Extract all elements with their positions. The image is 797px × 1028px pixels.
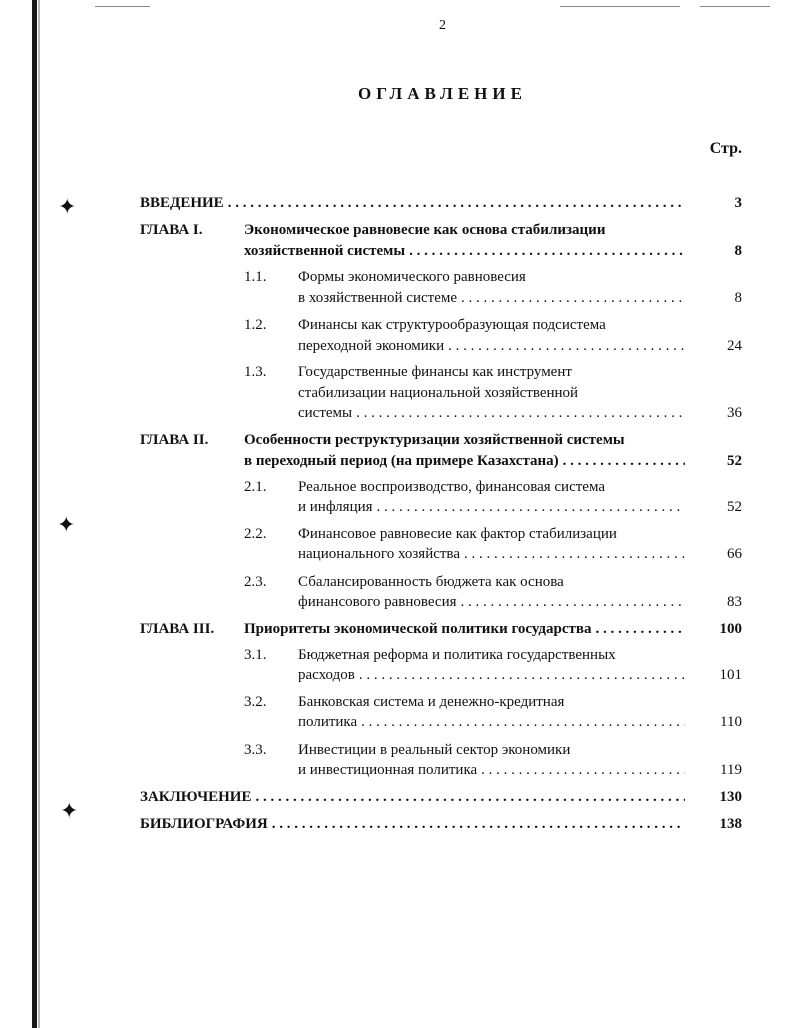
chapter-title-cont[interactable]: [244, 241, 685, 262]
leader-dots: [377, 497, 685, 518]
section-number: 3.3.: [244, 742, 267, 758]
section-title-cont[interactable]: [298, 497, 685, 518]
section-title-cont[interactable]: стабилизации национальной хозяйственной: [298, 385, 579, 401]
toc-label: и инфляция: [298, 499, 373, 515]
toc-label: БИБЛИОГРАФИЯ: [140, 816, 268, 832]
chapter-label: ГЛАВА I.: [140, 222, 203, 238]
toc-page: 52: [727, 453, 742, 469]
toc-page: 130: [719, 789, 742, 805]
section-number: 3.1.: [244, 647, 267, 663]
leader-dots: [596, 619, 686, 640]
toc-label: и инвестиционная политика: [298, 762, 478, 778]
section-title[interactable]: Финансы как структурообразующая подсистема: [298, 317, 606, 333]
pages-column-header: Стр.: [709, 140, 742, 157]
toc-page: 24: [727, 338, 742, 354]
section-title-cont[interactable]: [298, 712, 685, 733]
toc-label: ЗАКЛЮЧЕНИЕ: [140, 789, 252, 805]
leader-dots: [461, 288, 685, 309]
toc-page: 8: [734, 290, 742, 306]
chapter-title[interactable]: Особенности реструктуризации хозяйственной системы: [244, 432, 625, 448]
page-number: 2: [439, 18, 446, 33]
section-number: 1.2.: [244, 317, 267, 333]
leader-dots: [356, 403, 685, 424]
scan-edge-shadow: [38, 0, 40, 1028]
scan-artifact-line: [95, 6, 150, 7]
section-title-cont[interactable]: [298, 592, 685, 613]
leader-dots: [448, 336, 685, 357]
chapter-label: ГЛАВА III.: [140, 621, 215, 637]
toc-label: расходов: [298, 667, 355, 683]
section-title[interactable]: Формы экономического равновесия: [298, 269, 526, 285]
toc-entry-bibliography[interactable]: [140, 814, 685, 835]
toc-label: национального хозяйства: [298, 546, 460, 562]
leader-dots: [464, 544, 685, 565]
scan-artifact-line: [560, 6, 680, 7]
scan-artifact-line: [700, 6, 770, 7]
section-number: 3.2.: [244, 694, 267, 710]
toc-label: политика: [298, 714, 358, 730]
section-title-cont[interactable]: [298, 544, 685, 565]
toc-page: 100: [719, 621, 742, 637]
scan-edge: [32, 0, 37, 1028]
chapter-label: ГЛАВА II.: [140, 432, 209, 448]
toc-entry-conclusion[interactable]: [140, 787, 685, 808]
chapter-title[interactable]: [244, 619, 685, 640]
section-title-cont[interactable]: [298, 665, 685, 686]
leader-dots: [359, 665, 685, 686]
toc-page: 119: [720, 762, 742, 778]
leader-dots: [563, 451, 685, 472]
section-title-cont[interactable]: [298, 760, 685, 781]
toc-label: Приоритеты экономической политики государства: [244, 621, 592, 637]
section-title[interactable]: Инвестиции в реальный сектор экономики: [298, 742, 571, 758]
section-title[interactable]: Сбалансированность бюджета как основа: [298, 574, 564, 590]
section-title[interactable]: Реальное воспроизводство, финансовая система: [298, 479, 605, 495]
chapter-title[interactable]: Экономическое равновесие как основа стабилизации: [244, 222, 606, 238]
toc-label: финансового равновесия: [298, 594, 457, 610]
toc-label: ВВЕДЕНИЕ: [140, 195, 224, 211]
toc-page: 110: [720, 714, 742, 730]
section-title-cont[interactable]: [298, 288, 685, 309]
toc-page: 52: [727, 499, 742, 515]
leader-dots: [255, 787, 685, 808]
toc-label: переходной экономики: [298, 338, 445, 354]
toc-label: хозяйственной системы: [244, 243, 406, 259]
section-title[interactable]: Банковская система и денежно-кредитная: [298, 694, 565, 710]
punch-mark-icon: ✦: [58, 194, 77, 219]
section-number: 2.3.: [244, 574, 267, 590]
leader-dots: [481, 760, 685, 781]
punch-mark-icon: ✦: [60, 798, 79, 823]
toc-page: 8: [734, 243, 742, 259]
leader-dots: [272, 814, 685, 835]
toc-page: 138: [719, 816, 742, 832]
section-title[interactable]: Государственные финансы как инструмент: [298, 364, 572, 380]
section-title[interactable]: Финансовое равновесие как фактор стабилизации: [298, 526, 617, 542]
section-title-cont[interactable]: [298, 336, 685, 357]
leader-dots: [228, 193, 685, 214]
page-title: ОГЛАВЛЕНИЕ: [358, 84, 527, 103]
section-title-cont[interactable]: [298, 403, 685, 424]
toc-page: 3: [734, 195, 742, 211]
toc-entry-intro[interactable]: [140, 193, 685, 214]
section-title[interactable]: Бюджетная реформа и политика государственных: [298, 647, 616, 663]
section-number: 1.3.: [244, 364, 267, 380]
toc-page: 36: [727, 405, 742, 421]
toc-label: в хозяйственной системе: [298, 290, 458, 306]
toc-label: системы: [298, 405, 353, 421]
section-number: 1.1.: [244, 269, 267, 285]
toc-label: в переходный период (на примере Казахстана): [244, 453, 559, 469]
punch-mark-icon: ✦: [57, 512, 76, 537]
leader-dots: [461, 592, 685, 613]
chapter-title-cont[interactable]: [244, 451, 685, 472]
section-number: 2.2.: [244, 526, 267, 542]
toc-page: 83: [727, 594, 742, 610]
toc-page: 66: [727, 546, 742, 562]
toc-page: 101: [719, 667, 742, 683]
leader-dots: [361, 712, 685, 733]
section-number: 2.1.: [244, 479, 267, 495]
leader-dots: [409, 241, 685, 262]
